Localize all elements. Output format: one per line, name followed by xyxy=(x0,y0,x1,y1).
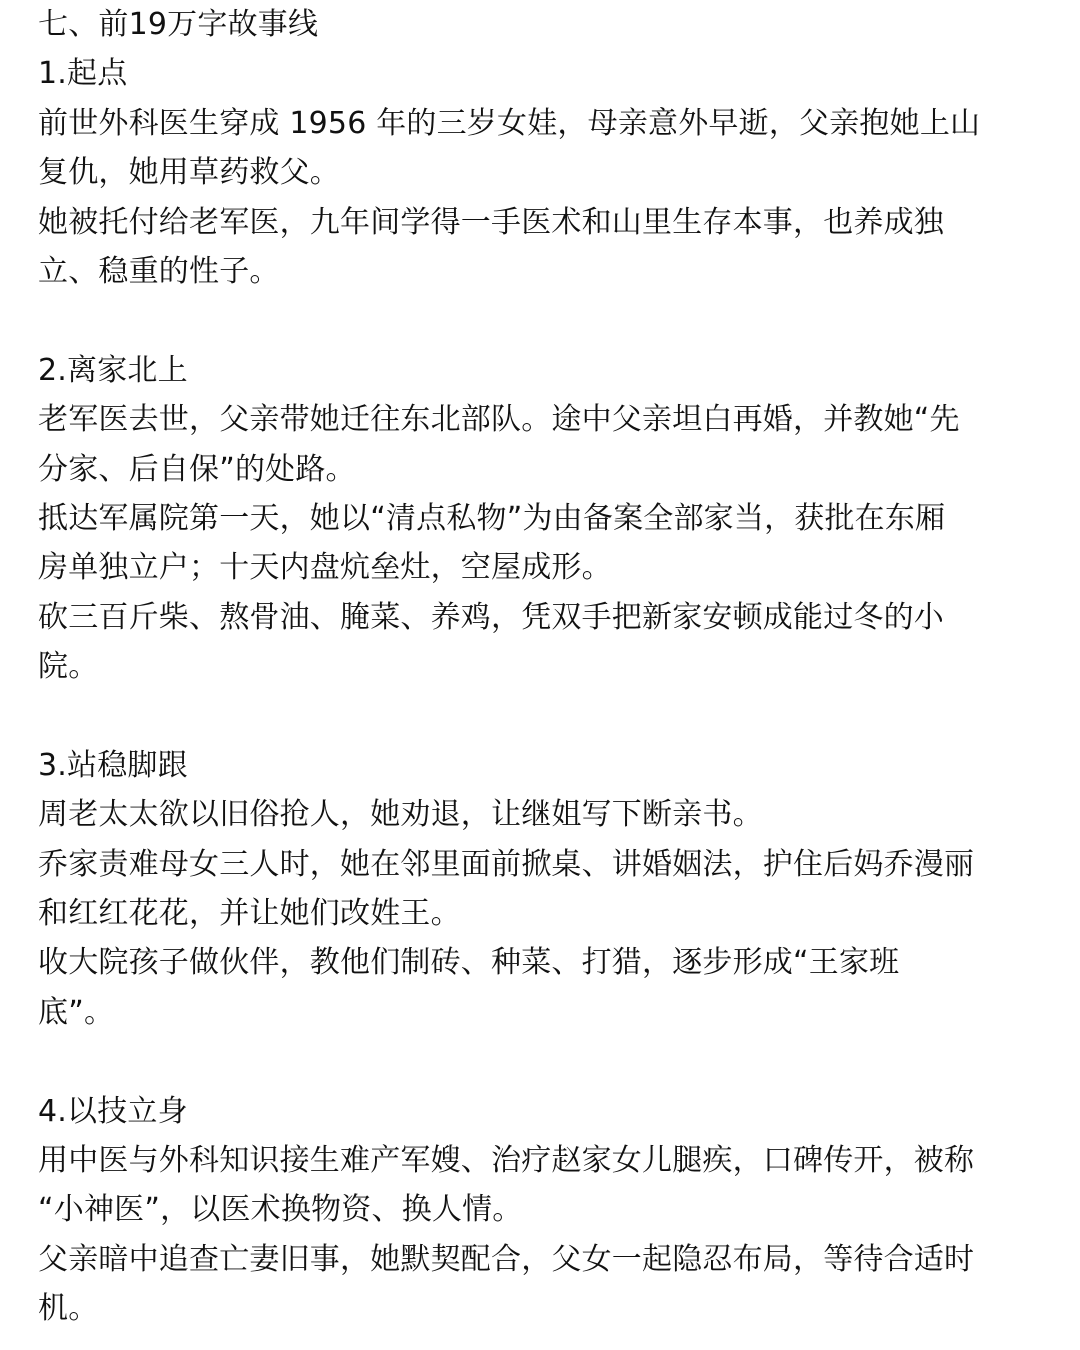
section-heading: 4.以技立身 xyxy=(38,1093,188,1129)
section-4 xyxy=(38,1087,1048,1334)
paragraph-line: 机。 xyxy=(38,1291,99,1327)
paragraph-line: 抵达军属院第一天，她以“清点私物”为由备案全部家当，获批在东厢 xyxy=(38,500,946,536)
document-page xyxy=(38,0,1048,1334)
paragraph-line: 周老太太欲以旧俗抢人，她劝退，让继姐写下断亲书。 xyxy=(38,797,763,833)
blank-line xyxy=(38,296,1048,345)
paragraph-line: 房单独立户；十天内盘炕垒灶，空屋成形。 xyxy=(38,550,612,586)
paragraph-line: “小神医”，以医术换物资、换人情。 xyxy=(38,1192,523,1228)
section-1 xyxy=(38,49,1048,296)
document-title: 七、前19万字故事线 xyxy=(38,7,319,42)
paragraph-line: 砍三百斤柴、熬骨油、腌菜、养鸡，凭双手把新家安顿成能过冬的小 xyxy=(38,599,944,635)
blank-line xyxy=(38,691,1048,740)
paragraph-line: 老军医去世，父亲带她迁往东北部队。途中父亲坦白再婚，并教她“先 xyxy=(38,402,960,438)
blank-line xyxy=(38,1037,1048,1086)
section-3 xyxy=(38,741,1048,1037)
paragraph-line: 和红红花花，并让她们改姓王。 xyxy=(38,896,461,932)
paragraph-line: 收大院孩子做伙伴，教他们制砖、种菜、打猎，逐步形成“王家班 xyxy=(38,945,900,981)
paragraph-line: 父亲暗中追查亡妻旧事，她默契配合，父女一起隐忍布局，等待合适时 xyxy=(38,1241,975,1277)
paragraph-line: 乔家责难母女三人时，她在邻里面前掀桌、讲婚姻法，护住后妈乔漫丽 xyxy=(38,846,975,882)
paragraph-line: 用中医与外科知识接生难产军嫂、治疗赵家女儿腿疾，口碑传开，被称 xyxy=(38,1142,975,1178)
section-2 xyxy=(38,346,1048,692)
section-heading: 3.站稳脚跟 xyxy=(38,747,188,783)
paragraph-line: 她被托付给老军医，九年间学得一手医术和山里生存本事，也养成独 xyxy=(38,204,944,240)
paragraph-line: 分家、后自保”的处路。 xyxy=(38,451,356,487)
paragraph-line: 底”。 xyxy=(38,994,115,1030)
paragraph-line: 复仇，她用草药救父。 xyxy=(38,155,340,191)
paragraph-line: 前世外科医生穿成 1956 年的三岁女娃，母亲意外早逝，父亲抱她上山 xyxy=(38,105,981,141)
section-heading: 2.离家北上 xyxy=(38,352,188,388)
paragraph-line: 立、稳重的性子。 xyxy=(38,253,280,289)
section-heading: 1.起点 xyxy=(38,56,128,92)
paragraph-line: 院。 xyxy=(38,649,99,685)
